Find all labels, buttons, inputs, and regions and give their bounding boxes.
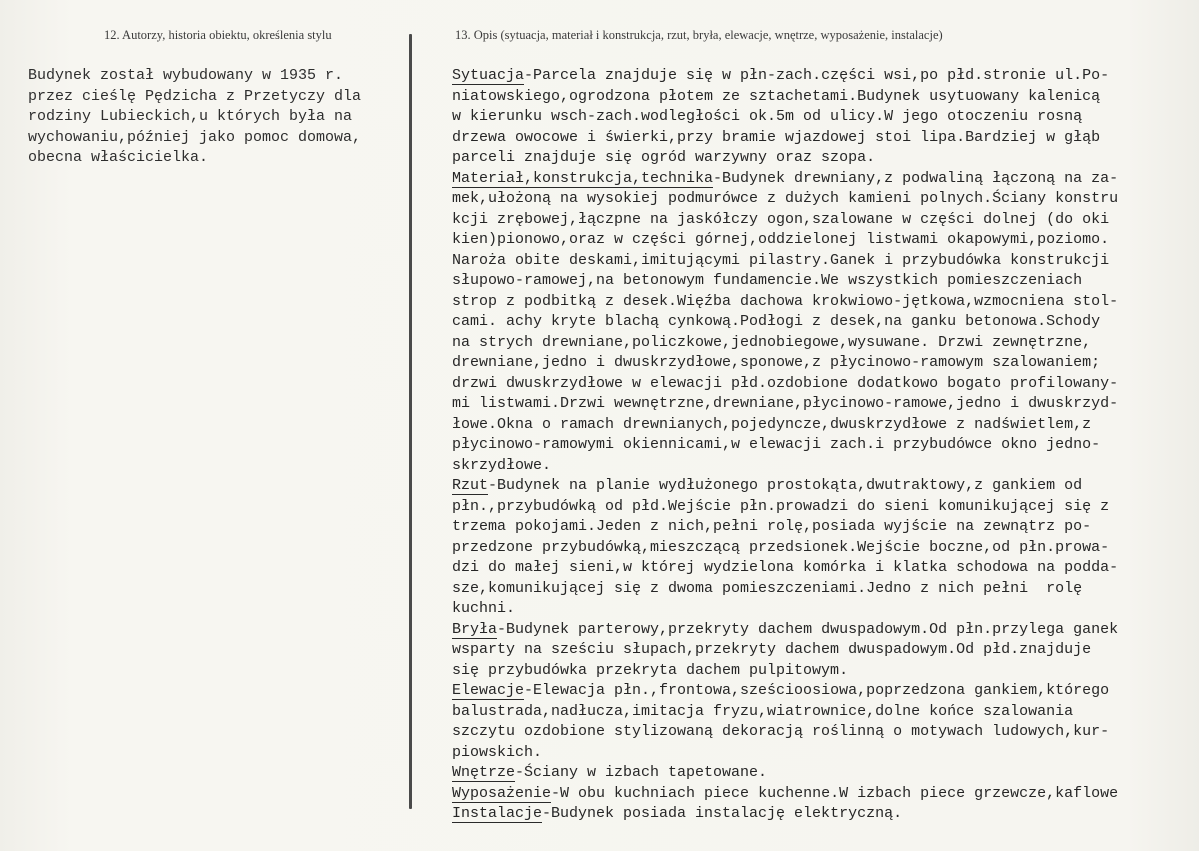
section-text: -Ściany w izbach tapetowane. bbox=[515, 764, 768, 781]
section-text: -Budynek parterowy,przekryty dachem dwuspadowym.Od płn.przylega ganek wsparty na sześciu słupach,przekryty dachem dwuspadowym.Od płd.znajduje się przybudówka przekryta dachem pulpitowym. bbox=[452, 620, 1119, 679]
section-plan bbox=[452, 476, 1194, 620]
description-column bbox=[452, 66, 1194, 825]
column-header-description: 13. Opis (sytuacja, materiał i konstrukcja, rzut, bryła, elewacje, wnętrze, wyposażenie, instalacje) bbox=[455, 28, 943, 42]
history-text: Budynek został wybudowany w 1935 r. przez cieślę Pędzicha z Przetyczy dla rodziny Lubieckich,u których była na wychowaniu,później jako pomoc domowa, obecna właścicielka. bbox=[28, 67, 362, 166]
section-massing bbox=[452, 620, 1194, 682]
section-text: -Elewacja płn.,frontowa,sześcioosiowa,poprzedzona gankiem,którego balustrada,nadłucza,imitacja fryzu,wiatrownice,dolne końce szalowania szczytu ozdobione stylizowaną dekoracją roślinną o motywach ludowych,kur- piowskich. bbox=[452, 682, 1110, 761]
section-heading: Elewacje bbox=[452, 682, 525, 699]
section-interior bbox=[452, 763, 1194, 784]
section-furnishings bbox=[452, 784, 1194, 805]
section-heading: Bryła bbox=[452, 620, 498, 638]
column-divider bbox=[409, 34, 412, 809]
section-heading: Wyposażenie bbox=[452, 784, 552, 802]
section-heading: Sytuacja bbox=[452, 67, 525, 84]
section-heading: Instalacje bbox=[452, 805, 543, 822]
section-text: -Budynek posiada instalację elektryczną. bbox=[542, 805, 903, 822]
section-situation bbox=[452, 66, 1194, 169]
section-installations bbox=[452, 804, 1194, 825]
section-text: -W obu kuchniach piece kuchenne.W izbach piece grzewcze,kaflowe bbox=[551, 784, 1119, 802]
section-heading: Materiał,konstrukcja,technika bbox=[452, 169, 714, 187]
section-material bbox=[452, 169, 1194, 477]
column-header-authors: 12. Autorzy, historia obiektu, określenia stylu bbox=[104, 28, 332, 42]
section-heading: Wnętrze bbox=[452, 764, 516, 781]
section-text: -Budynek drewniany,z podwaliną łączoną na za- mek,ułożoną na wysokiej podmurówce z dużych kamieni polnych.Ściany konstru kcji zrębowej,łączpne na jaskółczy ogon,szalowane w części dolnej (do oki kien)pionowo,oraz w części górnej,oddzielonej listwami okapowymi,poziomo. Naroża obite deskami,imitującymi pilastry.Ganek i przybudówka konstrukcji słupowo-ramowej,na betonowym fundamencie.We wszystkich pomieszczeniach strop z podbitką z desek.Więźba dachowa krokwiowo-jętkowa,wzmocniena stol- cami. achy kryte blachą cynkową.Podłogi z desek,na ganku betonowa.Schody na strych drewniane,policzkowe,jednobiegowe,wysuwane. Drzwi zewnętrzne, drewniane,jedno i dwuskrzydłowe,sponowe,z płycinowo-ramowym szalowaniem; drzwi dwuskrzydłowe w elewacji płd.ozdobione dodatkowo bogato profilowany- mi listwami.Drzwi wewnętrzne,drewniane,płycinowo-ramowe,jedno i dwuskrzyd- łowe.Okna o ramach drewnianych,pojedyncze,dwuskrzydłowe z nadświetlem,z płycinowo-ramowymi okiennicami,w elewacji zach.i przybudówce okno jedno- skrzydłowe. bbox=[452, 169, 1119, 474]
section-heading: Rzut bbox=[452, 477, 489, 494]
section-elevations bbox=[452, 681, 1194, 763]
section-text: -Budynek na planie wydłużonego prostokąta,dwutraktowy,z gankiem od płn.,przybudówką od płd.Wejście płn.prowadzi do sieni komunikującej się z trzema pokojami.Jeden z nich,pełni rolę,posiada wyjście na zewnątrz po- przedzone przybudówką,mieszczącą przedsionek.Wejście boczne,od płn.prowa- dzi do małej sieni,w której wydzielona komórka i klatka schodowa na podda- sze,komunikującej się z dwoma pomieszczeniami.Jedno z nich pełni rolę kuchni. bbox=[452, 477, 1119, 617]
section-text: -Parcela znajduje się w płn-zach.części wsi,po płd.stronie ul.Po- niatowskiego,ogrodzona płotem ze sztachetami.Budynek usytuowany kalenicą w kierunku wsch-zach.wodległości ok.5m od ulicy.W jego otoczeniu rosną drzewa owocowe i świerki,przy bramie wjazdowej stoi lipa.Bardziej w głąb parceli znajduje się ogród warzywny oraz szopa. bbox=[452, 67, 1110, 166]
